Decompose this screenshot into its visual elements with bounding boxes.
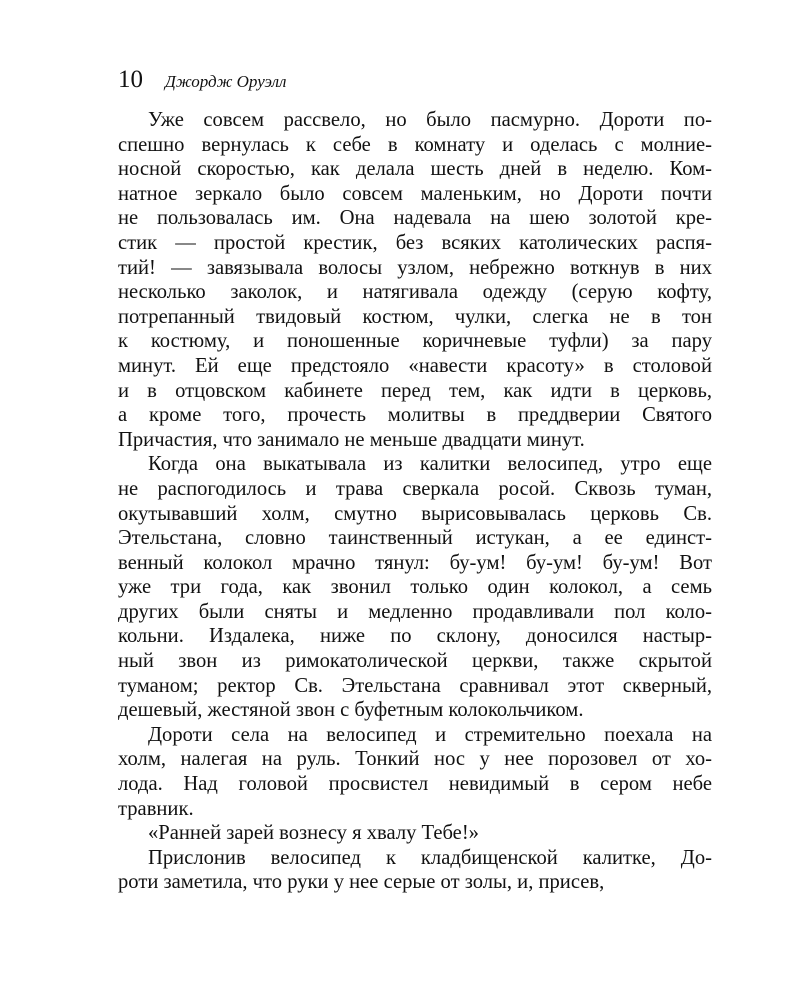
text-line: Прислонив велосипед к кладбищенской калитке, До- (148, 846, 712, 869)
text-line: а кроме того, прочесть молитвы в преддверии Святого (118, 404, 712, 427)
text-line: Дороти села на велосипед и стремительно поехала на (148, 723, 712, 746)
text-line: венный колокол мрачно тянул: бу-ум! бу-ум! бу-ум! Вот (118, 551, 712, 574)
text-line: «Ранней зарей вознесу я хвалу Тебе!» (148, 822, 479, 845)
paragraph (118, 452, 712, 723)
text-line: спешно вернулась к себе в комнату и оделась с молние- (118, 133, 712, 156)
text-line: натное зеркало было совсем маленьким, но Дороти почти (118, 182, 712, 205)
text-line: не распогодилось и трава сверкала росой. Сквозь туман, (118, 477, 712, 500)
page-number: 10 (118, 66, 143, 93)
text-line: к костюму, и поношенные коричневые туфли) за пару (118, 330, 712, 353)
text-line: потрепанный твидовый костюм, чулки, слегка не в тон (118, 305, 712, 328)
text-line: туманом; ректор Св. Этельстана сравнивал этот скверный, (118, 674, 712, 697)
text-line: Когда она выкатывала из калитки велосипед, утро еще (148, 453, 712, 476)
text-line: Этельстана, словно таинственный истукан, а ее единст- (118, 527, 712, 550)
text-line: других были сняты и медленно продавливали пол коло- (118, 600, 712, 623)
text-line: травник. (118, 797, 194, 820)
text-line: ный звон из римокатолической церкви, также скрытой (118, 650, 712, 673)
body-text (118, 108, 712, 895)
text-line: тий! — завязывала волосы узлом, небрежно воткнув в них (118, 256, 712, 279)
paragraph (118, 108, 712, 452)
paragraph (118, 846, 712, 895)
text-line: несколько заколок, и натягивала одежду (серую кофту, (118, 281, 712, 304)
text-line: дешевый, жестяной звон с буфетным колокольчиком. (118, 699, 584, 722)
text-line: лода. Над головой просвистел невидимый в сером небе (118, 773, 712, 796)
text-line: не пользовалась им. Она надевала на шею золотой кре- (118, 207, 712, 230)
text-line: минут. Ей еще предстояло «навести красоту» в столовой (118, 354, 712, 377)
text-line: Уже совсем рассвело, но было пасмурно. Дороти по- (148, 109, 712, 131)
running-head (118, 66, 286, 100)
text-line: кольни. Издалека, ниже по склону, доносился настыр- (118, 625, 712, 648)
text-line: стик — простой крестик, без всяких католических распя- (118, 231, 712, 254)
text-line: окутывавший холм, смутно вырисовывалась церковь Св. (118, 502, 712, 525)
text-line: уже три года, как звонил только один колокол, а семь (118, 576, 712, 599)
text-line: Причастия, что занимало не меньше двадцати минут. (118, 428, 585, 451)
text-line: роти заметила, что руки у нее серые от золы, и, присев, (118, 871, 605, 894)
text-line: холм, налегая на руль. Тонкий нос у нее порозовел от хо- (118, 748, 712, 771)
running-title: Джордж Оруэлл (165, 72, 287, 91)
paragraph (118, 821, 712, 846)
text-line: носной скоростью, как делала шесть дней в неделю. Ком- (118, 158, 712, 181)
paragraph (118, 723, 712, 821)
text-line: и в отцовском кабинете перед тем, как идти в церковь, (118, 379, 712, 402)
